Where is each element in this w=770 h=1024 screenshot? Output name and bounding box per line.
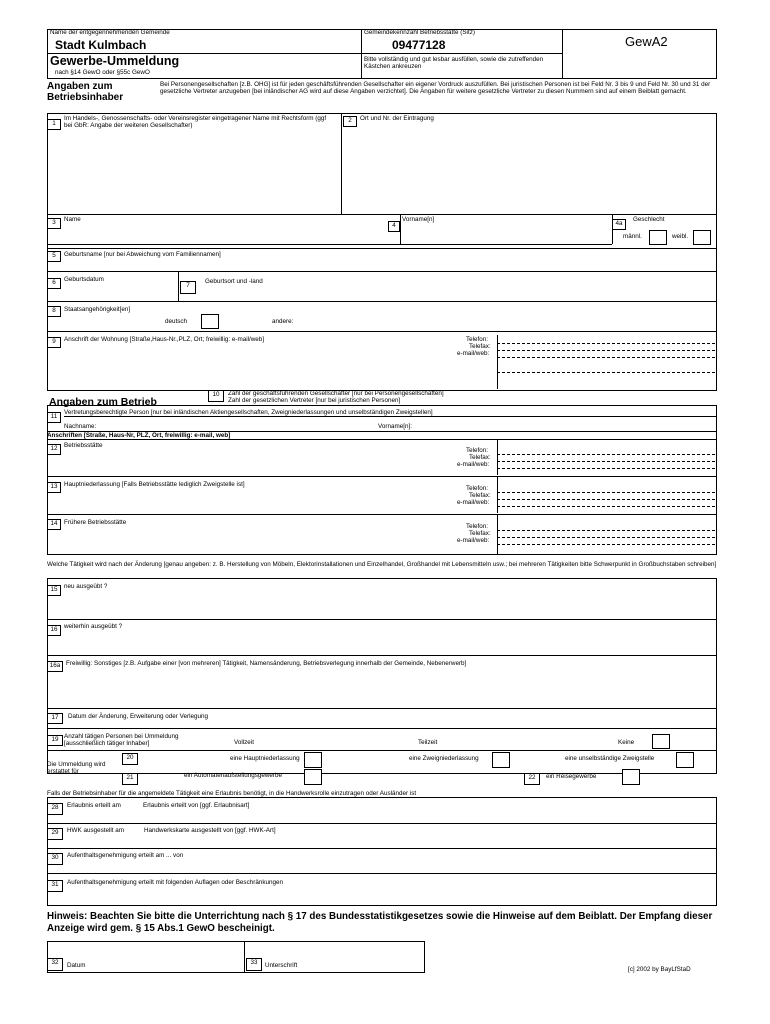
fulltime-input[interactable] [270,735,400,747]
field-8-label: Staatsangehörigkeit[en] [64,306,131,313]
row-line [47,750,717,751]
business-heading: Angaben zum Betrieb [49,396,157,408]
continued-activity-input[interactable] [64,632,714,652]
field-number: 22 [524,773,540,785]
email-label: e-mail/web: [457,461,490,468]
field-21-label: ein Automatenaufstellungsgewerbe [184,772,283,779]
row-line [47,331,717,332]
row-line [47,823,717,824]
field-number: 1 [47,119,61,130]
fax-label: Telefax: [469,343,491,350]
field-number: 13 [47,482,61,493]
field-number: 4 [388,221,400,232]
new-activity-input[interactable] [64,592,714,616]
field-number: 2 [343,116,357,127]
owner-note: Bei Personengesellschaften [z.B. OHG] ist für jeden geschäftsführenden Gesellschafter ein eigener Vordruck auszufüllen. Bei juristischen Personen ist bei Feld Nr. 3 bis 9 und Feld Nr. 30 und 31 der gesetzliche Vertreter anzugeben [bei inländischer AG wird auf diese Angaben verzichtet]. Die Angaben für weitere gesetzliche Vertreter zu diesen Nummern sind auf einem Beiblatt gemacht. [160,81,711,95]
fulltime-label: Vollzeit [234,739,254,746]
code-label: Gemeindekennzahl Betriebsstätte (Sitz) [364,29,475,36]
field-number: 8 [47,306,61,317]
birth-date-input[interactable] [64,285,176,299]
female-label: weibl. [672,233,689,240]
header-divider [361,29,362,79]
phone-label: Telefon: [466,485,489,492]
business-address-input[interactable] [64,451,454,473]
field-number: 33 [246,958,262,971]
dashed-line [497,468,715,469]
field-16-label: weiterhin ausgeübt ? [64,623,123,630]
row-line [47,214,717,215]
field-7-label: Geburtsort und -land [205,278,263,285]
field-2-label: Ort und Nr. der Eintragung [360,115,434,122]
head-office-checkbox[interactable] [304,752,322,768]
dashed-line [497,461,715,462]
for-label: Die Ummeldung wird erstattet für [47,761,106,775]
dashed-line [497,492,715,493]
home-contact-input[interactable] [500,335,714,387]
partners-count-input[interactable] [480,389,540,403]
birth-name-input[interactable] [64,259,714,269]
field-11-label: Vertretungsberechtigte Person [nur bei inländischen Aktiengesellschaften, Zweigniederlassungen und unselbständigen Zweigstellen] [64,409,433,416]
field-number: 28 [47,803,63,815]
field-number: 9 [47,337,61,348]
field-number: 11 [47,412,61,423]
rep-lastname-input[interactable] [106,419,371,429]
copyright: [c] 2002 by BayLfStaD [628,966,691,973]
head-office-address-input[interactable] [64,490,454,512]
craft-card-input[interactable] [67,835,712,845]
field-number: 7 [180,281,196,294]
male-checkbox[interactable] [649,230,667,245]
authority-label: Name der entgegennehmenden Gemeinde [50,29,170,36]
row-line [64,416,717,417]
addresses-heading: Anschriften [Straße, Haus-Nr, PLZ, Ort, freiwillig: e-mail, web] [47,432,231,439]
field-30-label: Aufenthaltsgenehmigung erteilt am ... von [67,852,184,859]
field-28-label: Erlaubnis erteilt am [67,802,121,809]
field-number: 19 [47,735,63,746]
field-number: 3 [47,218,61,229]
field-10-label-2: Zahl der gesetzlichen Vertreter [nur bei juristischen Personen] [228,397,401,404]
row-line [47,873,717,874]
divider-1-2 [341,113,342,214]
rep-firstname-input[interactable] [422,419,714,429]
divider-6-7 [178,271,179,301]
email-label: e-mail/web: [457,499,490,506]
form-code: GewA2 [625,34,668,49]
parttime-label: Teilzeit [418,739,438,746]
divider-3-4 [400,214,401,244]
other-changes-input[interactable] [66,669,714,705]
female-checkbox[interactable] [693,230,711,245]
german-checkbox[interactable] [201,314,219,329]
field-12-label: Betriebsstätte [64,442,103,449]
field-number: 14 [47,519,61,530]
field-4a-label: Geschlecht [633,216,665,223]
field-4-label: Vorname[n] [402,216,435,223]
dependent-branch-label: eine unselbständige Zweigstelle [565,755,655,762]
field-9-label: Anschrift der Wohnung [Straße,Haus-Nr.,PLZ, Ort; freiwillig: e-mail/web] [64,336,265,343]
lastname-label: Nachname: [64,423,97,430]
owner-heading: Angaben zum Betriebsinhaber [47,81,124,103]
dashed-line [497,530,715,531]
field-29-label: HWK ausgestellt am [67,827,125,834]
field-number: 15 [47,585,61,596]
header-divider-right [562,29,563,79]
row-line [47,514,717,515]
field-number: 20 [122,753,138,765]
permit-note: Falls der Betriebsinhaber für die angemeldete Tätigkeit eine Erlaubnis benötigt, in die Handwerksrolle einzutragen oder Ausländer ist [47,790,417,797]
row-line [47,439,717,440]
activity-question: Welche Tätigkeit wird nach der Änderung [genau angeben: z. B. Herstellung von Möbeln, Elektorinstallationen und Einzelhandel, Großhandel mit Lebensmitteln usw.; bei mehreren Tätigkeiten bitte Schwerpunkt in Großbuchstaben schreiben] [47,561,717,568]
branch-checkbox[interactable] [492,752,510,768]
previous-address-input[interactable] [64,528,454,552]
fill-hint: Bitte vollständig und gut lesbar ausfüllen, sowie die zutreffenden Kästchen ankreuzen [364,56,544,70]
name-input[interactable] [64,225,394,242]
field-29-label-2: Handwerkskarte ausgestellt von [ggf. HWK-Art] [144,827,276,834]
row-line [47,271,717,272]
row-line [47,244,612,245]
row-line [47,848,717,849]
field-number: 30 [47,853,63,865]
row-line [47,476,717,477]
field-number: 16 [47,625,61,636]
row-line [47,728,717,729]
fax-label: Telefax: [469,492,491,499]
field-5-label: Geburtsname [nur bei Abweichung vom Familiennamen] [64,251,221,258]
field-17-label: Datum der Änderung, Erweiterung oder Verlegung [68,713,209,720]
field-1-label: Im Handels-, Genossenschafts- oder Vereinsregister eingetragener Name mit Rechtsform (ggf bei GbR: Angabe der weiteren Gesellschafter) [64,115,327,129]
field-28-label-2: Erlaubnis erteilt von [ggf. Erlaubnisart] [143,802,250,809]
field-31-label: Aufenthaltsgenehmigung erteilt mit folgenden Auflagen oder Beschränkungen [67,879,283,886]
field-33-label: Unterschrift [265,962,298,969]
row-line [47,248,717,249]
phone-label: Telefon: [466,336,489,343]
divider-32-33 [244,941,245,973]
form-title: Gewerbe-Ummeldung [50,54,180,68]
phone-label: Telefon: [466,523,489,530]
field-10-label-1: Zahl der geschäftsführenden Gesellschafter [nur bei Personengesellschaften] [228,390,444,397]
row-line [47,301,717,302]
phone-label: Telefon: [466,447,489,454]
birth-place-input[interactable] [205,287,714,299]
field-number: 32 [47,958,63,971]
field-1-input[interactable] [64,132,338,212]
dashed-line [497,537,715,538]
home-address-input[interactable] [64,345,454,387]
other-nationality-input[interactable] [302,314,712,328]
authority-value[interactable]: Stadt Kulmbach [55,38,147,52]
code-value[interactable]: 09477128 [392,38,446,52]
none-checkbox[interactable] [652,734,670,749]
field-19-label: Anzahl tätigen Personen bei Ummeldung [ausschließlich tätiger Inhaber] [64,733,179,747]
header-divider-h [361,53,562,54]
itinerant-checkbox[interactable] [622,769,640,785]
field-16a-label: Freiwillig: Sonstiges [z.B. Aufgabe einer [von mehreren] Tätigkeit, Namensänderung, Betriebsverlegung innerhalb der Gemeinde, Nebenerwerb] [66,660,467,667]
field-32-label: Datum [67,962,86,969]
other-label: andere: [272,318,294,325]
permit-input[interactable] [67,810,712,820]
dashed-line [497,454,715,455]
field-number: 17 [47,713,63,724]
dependent-branch-checkbox[interactable] [676,752,694,768]
field-3-label: Name [64,216,81,223]
permit-conditions-input[interactable] [67,888,712,903]
fax-label: Telefax: [469,454,491,461]
male-label: männl. [623,233,642,240]
firstname-label: Vorname[n]: [378,423,412,430]
form-subtitle: nach §14 GewO oder §55c GewO [55,69,150,76]
field-2-input[interactable] [360,125,714,212]
field-number: 4a [612,219,626,230]
divider-contact [497,440,498,475]
divider-contact [497,477,498,513]
first-name-input[interactable] [404,225,609,242]
parttime-input[interactable] [450,735,580,747]
field-number: 31 [47,880,63,892]
divider-contact [497,515,498,555]
field-number: 6 [47,278,61,289]
signature-input[interactable] [265,944,420,958]
vending-checkbox[interactable] [304,769,322,785]
field-13-label: Hauptniederlassung [Falls Betriebsstätte lediglich Zweigstelle ist] [64,481,245,488]
email-label: e-mail/web: [457,537,490,544]
date-input[interactable] [67,944,239,958]
fax-label: Telefax: [469,530,491,537]
email-label: e-mail/web: [457,350,490,357]
field-number: 29 [47,828,63,840]
field-20-label: eine Hauptniederlassung [230,755,300,762]
field-number: 10 [208,390,224,402]
field-number: 12 [47,444,61,455]
dashed-line [497,544,715,545]
branch-label: eine Zweigniederlassung [409,755,479,762]
footer-notice: Hinweis: Beachten Sie bitte die Unterrichtung nach § 17 des Bundesstatistikgesetzes sowie die Hinweise auf dem Beiblatt. Der Empfang dieser Anzeige wird gem. § 15 Abs.1 GewO bescheinigt. [47,911,713,934]
field-number: 21 [122,773,138,785]
field-14-label: Frühere Betriebsstätte [64,519,127,526]
row-line [47,655,717,656]
row-line [47,708,717,709]
row-line [47,619,717,620]
residence-permit-input[interactable] [67,860,712,870]
field-6-label: Geburtsdatum [64,276,104,283]
german-label: deutsch [165,318,188,325]
dashed-line [497,506,715,507]
field-number: 5 [47,251,61,262]
change-date-input[interactable] [240,711,710,725]
field-22-label: ein Reisegewerbe [546,773,597,780]
dashed-line [497,499,715,500]
field-number: 16a [47,661,63,672]
field-15-label: neu ausgeübt ? [64,583,108,590]
none-label: Keine [618,739,635,746]
